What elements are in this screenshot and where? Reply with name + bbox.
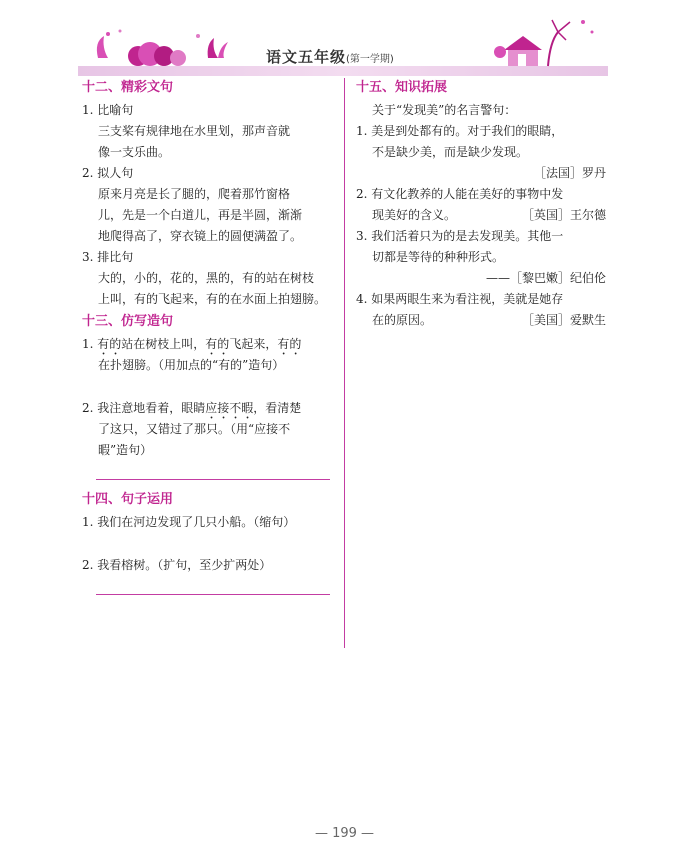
q13-2-line-2: 了这只，又错过了那只。（用“应接不 [98, 422, 291, 436]
quote-3-line-1: 3. 我们活着只为的是去发现美。其他一 [356, 229, 564, 243]
item-1-line-1: 三支桨有规律地在水里划，那声音就 [98, 124, 291, 138]
header-decoration-left [78, 28, 258, 68]
quote-1-attribution: ［法国］罗丹 [533, 166, 606, 180]
quote-4-attribution: ［美国］爱默生 [521, 313, 606, 327]
answer-line[interactable] [96, 594, 330, 595]
quote-1-line-2: 不是缺少美，而是缺少发现。 [372, 145, 529, 159]
item-3-line-2: 上叫，有的飞起来，有的在水面上拍翅膀。 [98, 292, 327, 306]
item-2-line-2: 儿，先是一个白道儿，再是半圆，渐渐 [98, 208, 303, 222]
item-3-line-1: 大的，小的，花的，黑的，有的站在树枝 [98, 271, 315, 285]
q13-1-line-1: 1. 有的站在树枝上叫，有的飞起来，有的 [82, 337, 302, 351]
quote-intro: 关于“发现美”的名言警句： [372, 103, 517, 117]
right-column [356, 76, 610, 331]
answer-line[interactable] [96, 479, 330, 480]
item-3-label: 3. 排比句 [82, 250, 134, 264]
quote-2-attribution: ［英国］王尔德 [521, 208, 606, 222]
quote-2-line-2: 现美好的含义。 ［英国］王尔德 [356, 205, 610, 226]
item-1-line-2: 像一支乐曲。 [98, 145, 171, 159]
page-header [78, 40, 608, 76]
q13-1-line-2: 在扑翅膀。（用加点的“有的”造句） [98, 358, 285, 372]
column-divider [344, 78, 345, 648]
quote-4-line-2: 在的原因。 ［美国］爱默生 [356, 310, 610, 331]
item-2-label: 2. 拟人句 [82, 166, 134, 180]
quote-3-attribution: ——［黎巴嫩］纪伯伦 [485, 271, 606, 285]
section-12-title: 十二、精彩文句 [82, 80, 174, 95]
header-title: 语文五年级(第一学期) [266, 48, 394, 66]
page-number: — 199 — [314, 826, 375, 841]
quote-3-line-2: 切都是等待的种种形式。 [372, 250, 505, 264]
header-decoration-right [488, 12, 608, 68]
q14-2: 2. 我看榕树。（扩句，至少扩两处） [82, 558, 272, 572]
quote-2-line-1: 2. 有文化教养的人能在美好的事物中发 [356, 187, 564, 201]
item-2-line-1: 原来月亮是长了腿的，爬着那竹窗格 [98, 187, 291, 201]
left-column [82, 76, 332, 605]
quote-4-line-1: 4. 如果两眼生来为看注视，美就是她存 [356, 292, 564, 306]
q14-1: 1. 我们在河边发现了几只小船。（缩句） [82, 515, 296, 529]
section-13-title: 十三、仿写造句 [82, 314, 174, 329]
q13-2-line-3: 暇”造句） [98, 443, 153, 457]
section-14-title: 十四、句子运用 [82, 492, 174, 507]
item-1-label: 1. 比喻句 [82, 103, 134, 117]
q13-2-line-1: 2. 我注意地看着，眼睛应接不暇，看清楚 [82, 401, 302, 415]
quote-1-line-1: 1. 美是到处都有的。对于我们的眼睛， [356, 124, 564, 138]
item-2-line-3: 地爬得高了，穿衣镜上的圆便满盈了。 [98, 229, 303, 243]
section-15-title: 十五、知识拓展 [356, 80, 448, 95]
